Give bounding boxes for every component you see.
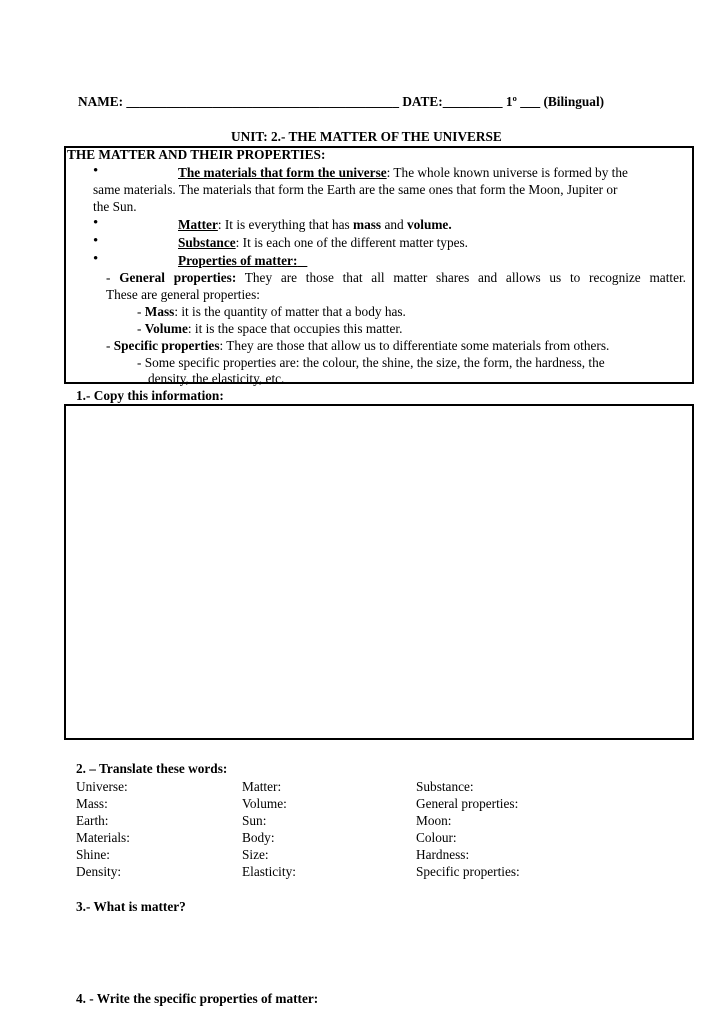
- translate-word[interactable]: Hardness:: [416, 847, 470, 862]
- translate-word[interactable]: Substance:: [416, 779, 474, 794]
- unit-title: UNIT: 2.- THE MATTER OF THE UNIVERSE: [231, 129, 502, 144]
- q1-label: 1.- Copy this information:: [76, 388, 224, 403]
- name-label: NAME: _________________________________________ DATE:_________ 1º ___ (Bilingual): [78, 94, 605, 109]
- translate-word[interactable]: Density:: [76, 864, 122, 879]
- mass-line: - Mass: it is the quantity of matter that a body has.: [137, 304, 406, 319]
- translate-word[interactable]: General properties:: [416, 796, 519, 811]
- copy-answer-box[interactable]: [64, 404, 694, 740]
- name-blank[interactable]: _________________________________________: [126, 94, 399, 109]
- translate-word[interactable]: Size:: [242, 847, 269, 862]
- translate-word[interactable]: Specific properties:: [416, 864, 520, 879]
- bullet-icon: •: [93, 233, 99, 249]
- specific-line: - Specific properties: They are those that allow us to differentiate some materials from others.: [106, 338, 610, 353]
- q2-label: 2. – Translate these words:: [76, 761, 228, 776]
- q4-label: 4. - Write the specific properties of matter:: [76, 991, 319, 1006]
- specific-sub-b: density, the elasticity, etc.: [148, 371, 285, 386]
- q3-label: 3.- What is matter?: [76, 899, 186, 914]
- specific-sub-a: - Some specific properties are: the colour, the shine, the size, the form, the hardness, the: [137, 355, 605, 370]
- item1-line-b: same materials. The materials that form the Earth are the same ones that form the Moon, Jupiter or: [93, 182, 618, 197]
- item3-line: Substance: It is each one of the different matter types.: [178, 235, 469, 250]
- translate-word[interactable]: Earth:: [76, 813, 109, 828]
- date-label: DATE:_________ 1º ___ (Bilingual): [402, 94, 605, 109]
- translate-word[interactable]: Universe:: [76, 779, 128, 794]
- translate-word[interactable]: Body:: [242, 830, 275, 845]
- bullet-icon: •: [93, 163, 99, 179]
- item1-line-a: The materials that form the universe: The whole known universe is formed by the: [178, 165, 628, 180]
- translate-word[interactable]: Colour:: [416, 830, 457, 845]
- volume-line: - Volume: it is the space that occupies this matter.: [137, 321, 403, 336]
- general-line-b: These are general properties:: [106, 287, 260, 302]
- bullet-icon: •: [93, 215, 99, 231]
- general-line-a: - General properties: They are those that all matter shares and allows us to recognize matter.: [106, 270, 687, 285]
- item2-line: Matter: It is everything that has mass and volume.: [178, 217, 452, 232]
- translate-word[interactable]: Matter:: [242, 779, 282, 794]
- translate-word[interactable]: Mass:: [76, 796, 108, 811]
- translate-word[interactable]: Moon:: [416, 813, 452, 828]
- translate-word[interactable]: Shine:: [76, 847, 110, 862]
- translate-word[interactable]: Sun:: [242, 813, 267, 828]
- translate-word[interactable]: Volume:: [242, 796, 287, 811]
- translate-word[interactable]: Elasticity:: [242, 864, 296, 879]
- item4-line: Properties of matter:: [178, 253, 298, 268]
- info-heading: THE MATTER AND THEIR PROPERTIES:: [67, 147, 326, 162]
- translate-word[interactable]: Materials:: [76, 830, 130, 845]
- item1-line-c: the Sun.: [93, 199, 137, 214]
- bullet-icon: •: [93, 251, 99, 267]
